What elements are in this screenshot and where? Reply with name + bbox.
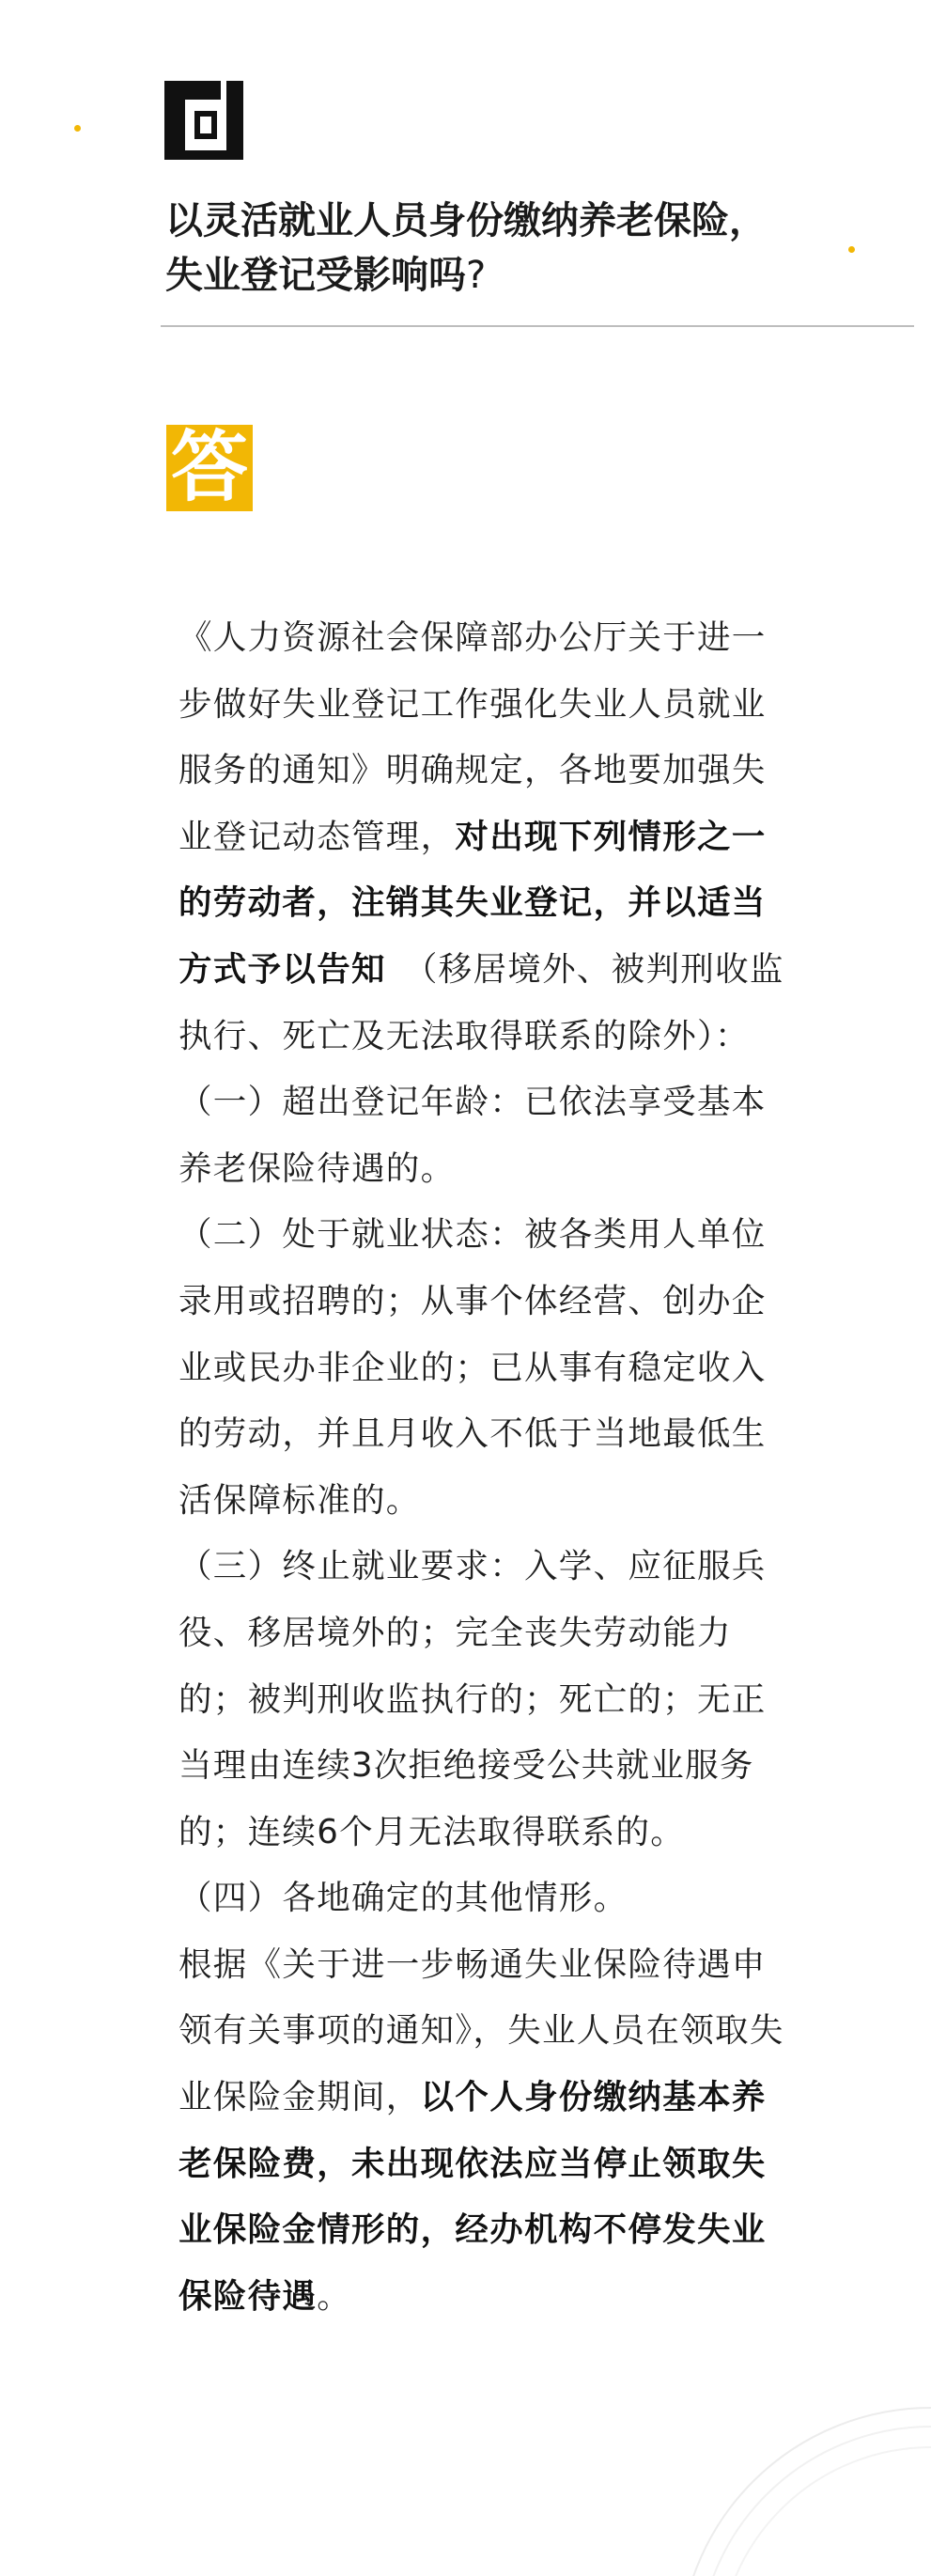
paragraph-1-exception: （移居境外、被判刑收监执行、死亡及无法取得联系的除外）：	[178, 949, 784, 1055]
question-line-2: 失业登记受影响吗	[165, 254, 466, 297]
list-item-4: （四）各地确定的其他情形。	[178, 1879, 628, 1918]
question-line-1: 以灵活就业人员身份缴纳养老保险，	[165, 199, 767, 242]
list-item-3: （三）终止就业要求：入学、应征服兵役、移居境外的；完全丧失劳动能力的；被判刑收监执行的；死亡的；无正当理由连续3次拒绝接受公共就业服务的；连续6个月无法取得联系的。	[178, 1547, 767, 1851]
answer-paragraph-2	[178, 1932, 789, 2331]
answer-paragraph-1	[178, 605, 789, 1069]
question-glyph-icon	[161, 77, 247, 164]
list-item-2: （二）处于就业状态：被各类用人单位录用或招聘的；从事个体经营、创办企业或民办非企业的；已从事有稳定收入的劳动，并且月收入不低于当地最低生活保障标准的。	[178, 1215, 767, 1520]
paragraph-1-emphasis: 对出现下列情形之一的劳动者，注销其失业登记，并以适当方式予以告知	[178, 817, 767, 989]
paragraph-2-text: 根据《关于进一步畅通失业保险待遇申领有关事项的通知》，失业人员在领取失业保险金期间，	[178, 1944, 784, 2117]
list-item-1: （一）超出登记年龄：已依法享受基本养老保险待遇的。	[178, 1083, 767, 1188]
paragraph-2-emphasis: 以个人身份缴纳基本养老保险费，未出现依法应当停止领取失业保险金情形的，经办机构不停发失业保险待遇	[178, 2078, 767, 2316]
decorative-dot-left	[74, 125, 81, 132]
answer-badge: 答	[166, 425, 253, 511]
answer-body	[178, 605, 789, 2330]
paragraph-2-end: 。	[317, 2276, 352, 2316]
question-title	[165, 194, 861, 303]
header-divider	[161, 325, 914, 327]
decorative-arcs	[601, 2387, 931, 2576]
question-mark: ?	[466, 254, 487, 297]
paragraph-1-text: 《人力资源社会保障部办公厅关于进一步做好失业登记工作强化失业人员就业服务的通知》明确规定，各地要加强失业登记动态管理，	[178, 618, 767, 856]
